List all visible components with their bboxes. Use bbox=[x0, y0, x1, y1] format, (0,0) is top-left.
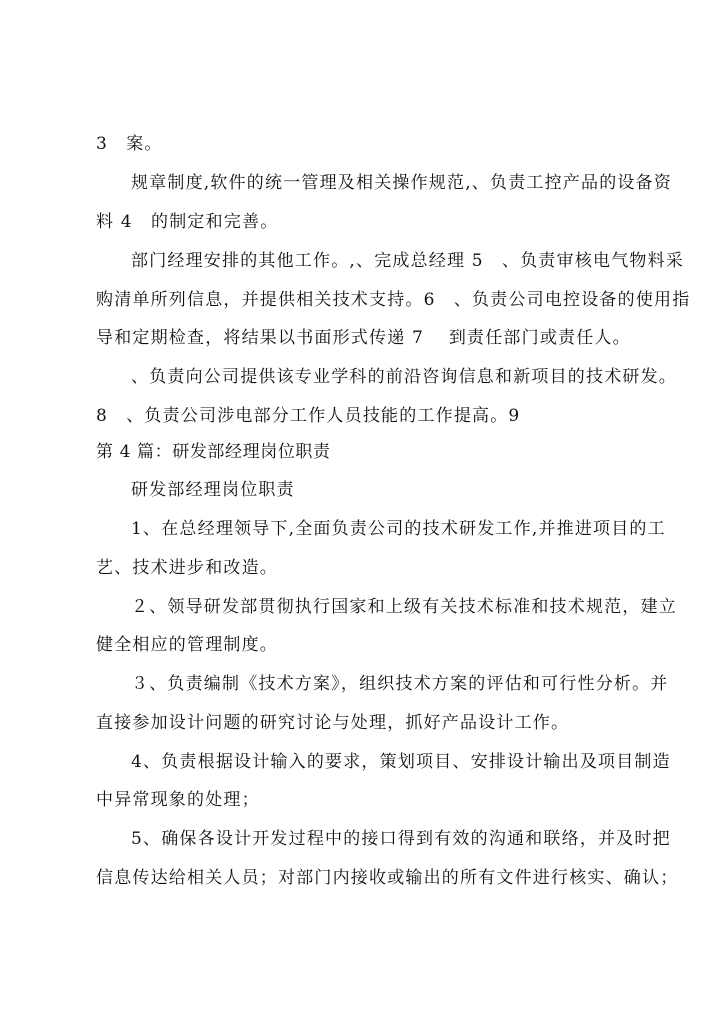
text-line-7: 、负责向公司提供该专业学科的前沿咨询信息和新项目的技术研发。 bbox=[131, 367, 677, 387]
text-line-3: 料 4 的制定和完善。 bbox=[96, 212, 279, 232]
text-line-8: 8 、负责公司涉电部分工作人员技能的工作提高。9 bbox=[96, 406, 521, 426]
text-line-13: ２、领导研发部贯彻执行国家和上级有关技术标准和技术规范，建立 bbox=[131, 597, 677, 617]
text-line-6: 导和定期检查，将结果以书面形式传递 7 到责任部门或责任人。 bbox=[96, 328, 631, 348]
text-line-4: 部门经理安排的其他工作。,、完成总经理 5 、负责审核电气物料采 bbox=[131, 251, 685, 271]
text-line-12: 艺、技术进步和改造。 bbox=[96, 558, 278, 578]
text-line-15: ３、负责编制《技术方案》，组织技术方案的评估和可行性分析。并 bbox=[131, 674, 669, 694]
section-heading: 第 4 篇：研发部经理岗位职责 bbox=[96, 442, 331, 462]
text-line-14: 健全相应的管理制度。 bbox=[96, 635, 278, 655]
text-line-16: 直接参加设计问题的研究讨论与处理，抓好产品设计工作。 bbox=[96, 713, 570, 733]
text-line-18: 中异常现象的处理； bbox=[96, 790, 260, 810]
text-line-2: 规章制度,软件的统一管理及相关操作规范,、负责工控产品的设备资 bbox=[131, 173, 673, 193]
text-line-20: 信息传达给相关人员；对部门内接收或输出的所有文件进行核实、确认； bbox=[96, 868, 679, 888]
text-line-1: 3 案。 bbox=[96, 134, 163, 154]
subsection-title: 研发部经理岗位职责 bbox=[131, 480, 295, 500]
text-line-5: 购清单所列信息，并提供相关技术支持。6 、负责公司电控设备的使用指 bbox=[96, 290, 691, 310]
text-line-11: 1、在总经理领导下,全面负责公司的技术研发工作,并推进项目的工 bbox=[131, 519, 666, 539]
text-line-17: 4、负责根据设计输入的要求，策划项目、安排设计输出及项目制造 bbox=[131, 752, 671, 772]
text-line-19: 5、确保各设计开发过程中的接口得到有效的沟通和联络，并及时把 bbox=[131, 829, 671, 849]
